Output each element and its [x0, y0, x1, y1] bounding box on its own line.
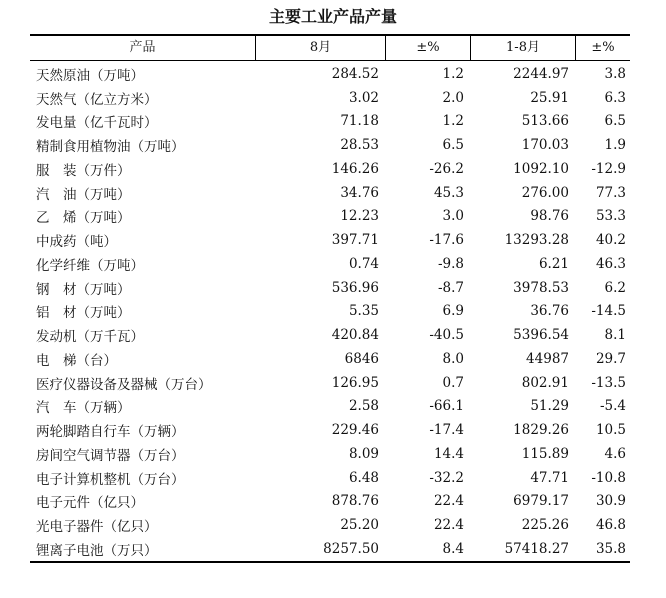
- product-name-cell: 医疗仪器设备及器械（万台）: [36, 376, 212, 393]
- product-name-cell: 精制食用植物油（万吨）: [36, 139, 185, 156]
- august-change-cell: -17.6: [429, 232, 464, 249]
- product-name-cell: 发动机（万千瓦）: [36, 329, 144, 346]
- august-value-cell: 2.58: [348, 398, 379, 415]
- product-name-cell: 电 梯（台）: [36, 352, 117, 369]
- august-change-cell: -32.2: [429, 469, 464, 486]
- table-row: [30, 323, 630, 347]
- jan-aug-value-cell: 6.21: [538, 255, 569, 272]
- table-row: [30, 157, 630, 181]
- jan-aug-change-cell: -5.4: [599, 398, 626, 415]
- header-jan-aug: 1-8月: [470, 36, 575, 60]
- table-row: [30, 371, 630, 395]
- august-change-cell: 8.4: [442, 540, 464, 557]
- jan-aug-value-cell: 225.26: [521, 517, 569, 534]
- august-change-cell: -17.4: [429, 422, 464, 439]
- table-row: [30, 252, 630, 276]
- table-header-row: [30, 36, 630, 61]
- table-row: [30, 513, 630, 537]
- product-name-cell: 光电子器件（亿只）: [36, 519, 158, 536]
- jan-aug-change-cell: 6.3: [604, 89, 626, 106]
- august-change-cell: 1.2: [442, 65, 464, 82]
- table-row: [30, 276, 630, 300]
- jan-aug-value-cell: 47.71: [530, 469, 569, 486]
- august-change-cell: 8.0: [442, 350, 464, 367]
- jan-aug-change-cell: -13.5: [591, 374, 626, 391]
- august-value-cell: 3.02: [348, 89, 379, 106]
- jan-aug-value-cell: 57418.27: [504, 540, 569, 557]
- august-value-cell: 536.96: [331, 279, 379, 296]
- table-row: [30, 395, 630, 419]
- jan-aug-value-cell: 44987: [526, 350, 569, 367]
- header-jan-aug-change: ±%: [575, 36, 630, 60]
- august-change-cell: -9.8: [437, 255, 464, 272]
- table-row: [30, 205, 630, 229]
- product-name-cell: 化学纤维（万吨）: [36, 257, 144, 274]
- jan-aug-value-cell: 98.76: [530, 208, 569, 225]
- jan-aug-value-cell: 170.03: [521, 137, 569, 154]
- production-table: [30, 34, 630, 563]
- jan-aug-change-cell: -14.5: [591, 303, 626, 320]
- product-name-cell: 乙 烯（万吨）: [36, 210, 131, 227]
- table-row: [30, 62, 630, 86]
- table-title: 主要工业产品产量: [268, 7, 397, 26]
- august-change-cell: 6.5: [442, 137, 464, 154]
- august-change-cell: -26.2: [429, 160, 464, 177]
- august-value-cell: 126.95: [331, 374, 379, 391]
- jan-aug-change-cell: 8.1: [604, 327, 626, 344]
- product-name-cell: 锂离子电池（万只）: [36, 542, 158, 559]
- jan-aug-change-cell: -10.8: [591, 469, 626, 486]
- table-row: [30, 490, 630, 514]
- header-product: 产品: [129, 40, 156, 55]
- jan-aug-change-cell: 53.3: [595, 208, 626, 225]
- product-name-cell: 服 装（万件）: [36, 162, 131, 179]
- jan-aug-value-cell: 802.91: [521, 374, 569, 391]
- august-change-cell: 45.3: [433, 184, 464, 201]
- jan-aug-change-cell: 3.8: [604, 65, 626, 82]
- jan-aug-value-cell: 5396.54: [513, 327, 569, 344]
- august-value-cell: 420.84: [331, 327, 379, 344]
- august-value-cell: 34.76: [340, 184, 379, 201]
- jan-aug-change-cell: 30.9: [595, 493, 626, 510]
- table-body: [30, 61, 630, 561]
- august-change-cell: -66.1: [429, 398, 464, 415]
- august-change-cell: 22.4: [433, 493, 464, 510]
- product-name-cell: 电子元件（亿只）: [36, 495, 144, 512]
- august-value-cell: 146.26: [331, 160, 379, 177]
- august-value-cell: 8257.50: [323, 540, 379, 557]
- product-name-cell: 中成药（吨）: [36, 234, 117, 251]
- jan-aug-change-cell: 1.9: [604, 137, 626, 154]
- august-value-cell: 6.48: [348, 469, 379, 486]
- jan-aug-change-cell: 46.8: [595, 517, 626, 534]
- jan-aug-value-cell: 3978.53: [513, 279, 569, 296]
- august-value-cell: 0.74: [348, 255, 379, 272]
- product-name-cell: 铝 材（万吨）: [36, 305, 131, 322]
- jan-aug-change-cell: 6.2: [604, 279, 626, 296]
- table-row: [30, 110, 630, 134]
- jan-aug-change-cell: 29.7: [595, 350, 626, 367]
- product-name-cell: 汽 油（万吨）: [36, 186, 131, 203]
- table-row: [30, 300, 630, 324]
- product-name-cell: 钢 材（万吨）: [36, 281, 131, 298]
- jan-aug-change-cell: 6.5: [604, 113, 626, 130]
- jan-aug-change-cell: 77.3: [595, 184, 626, 201]
- august-value-cell: 5.35: [348, 303, 379, 320]
- jan-aug-change-cell: 35.8: [595, 540, 626, 557]
- product-name-cell: 天然原油（万吨）: [36, 67, 144, 84]
- jan-aug-value-cell: 1829.26: [513, 422, 569, 439]
- product-name-cell: 发电量（亿千瓦时）: [36, 115, 158, 132]
- table-row: [30, 133, 630, 157]
- august-change-cell: -8.7: [437, 279, 464, 296]
- august-value-cell: 284.52: [331, 65, 379, 82]
- august-value-cell: 8.09: [348, 445, 379, 462]
- august-value-cell: 397.71: [331, 232, 379, 249]
- august-value-cell: 71.18: [340, 113, 379, 130]
- jan-aug-value-cell: 13293.28: [504, 232, 569, 249]
- table-row: [30, 418, 630, 442]
- jan-aug-value-cell: 6979.17: [513, 493, 569, 510]
- august-value-cell: 878.76: [331, 493, 379, 510]
- august-change-cell: 0.7: [442, 374, 464, 391]
- jan-aug-value-cell: 1092.10: [513, 160, 569, 177]
- august-value-cell: 25.20: [340, 517, 379, 534]
- jan-aug-change-cell: 40.2: [595, 232, 626, 249]
- jan-aug-change-cell: 46.3: [595, 255, 626, 272]
- august-change-cell: 2.0: [442, 89, 464, 106]
- jan-aug-change-cell: 10.5: [595, 422, 626, 439]
- jan-aug-value-cell: 276.00: [521, 184, 569, 201]
- product-name-cell: 汽 车（万辆）: [36, 400, 131, 417]
- table-row: [30, 537, 630, 561]
- header-august-change: ±%: [385, 36, 470, 60]
- header-august: 8月: [255, 36, 385, 60]
- august-change-cell: -40.5: [429, 327, 464, 344]
- product-name-cell: 两轮脚踏自行车（万辆）: [36, 424, 185, 441]
- table-row: [30, 442, 630, 466]
- product-name-cell: 房间空气调节器（万台）: [36, 447, 185, 464]
- jan-aug-change-cell: -12.9: [591, 160, 626, 177]
- august-change-cell: 3.0: [442, 208, 464, 225]
- august-value-cell: 6846: [344, 350, 379, 367]
- jan-aug-value-cell: 25.91: [530, 89, 569, 106]
- august-value-cell: 28.53: [340, 137, 379, 154]
- august-change-cell: 6.9: [442, 303, 464, 320]
- table-row: [30, 181, 630, 205]
- jan-aug-value-cell: 513.66: [521, 113, 569, 130]
- table-row: [30, 347, 630, 371]
- jan-aug-value-cell: 2244.97: [513, 65, 569, 82]
- product-name-cell: 电子计算机整机（万台）: [36, 471, 185, 488]
- august-value-cell: 12.23: [340, 208, 379, 225]
- august-change-cell: 14.4: [433, 445, 464, 462]
- august-change-cell: 1.2: [442, 113, 464, 130]
- jan-aug-value-cell: 51.29: [530, 398, 569, 415]
- jan-aug-value-cell: 36.76: [530, 303, 569, 320]
- table-row: [30, 86, 630, 110]
- august-change-cell: 22.4: [433, 517, 464, 534]
- jan-aug-change-cell: 4.6: [604, 445, 626, 462]
- table-row: [30, 228, 630, 252]
- august-value-cell: 229.46: [331, 422, 379, 439]
- product-name-cell: 天然气（亿立方米）: [36, 91, 158, 108]
- table-row: [30, 466, 630, 490]
- jan-aug-value-cell: 115.89: [521, 445, 569, 462]
